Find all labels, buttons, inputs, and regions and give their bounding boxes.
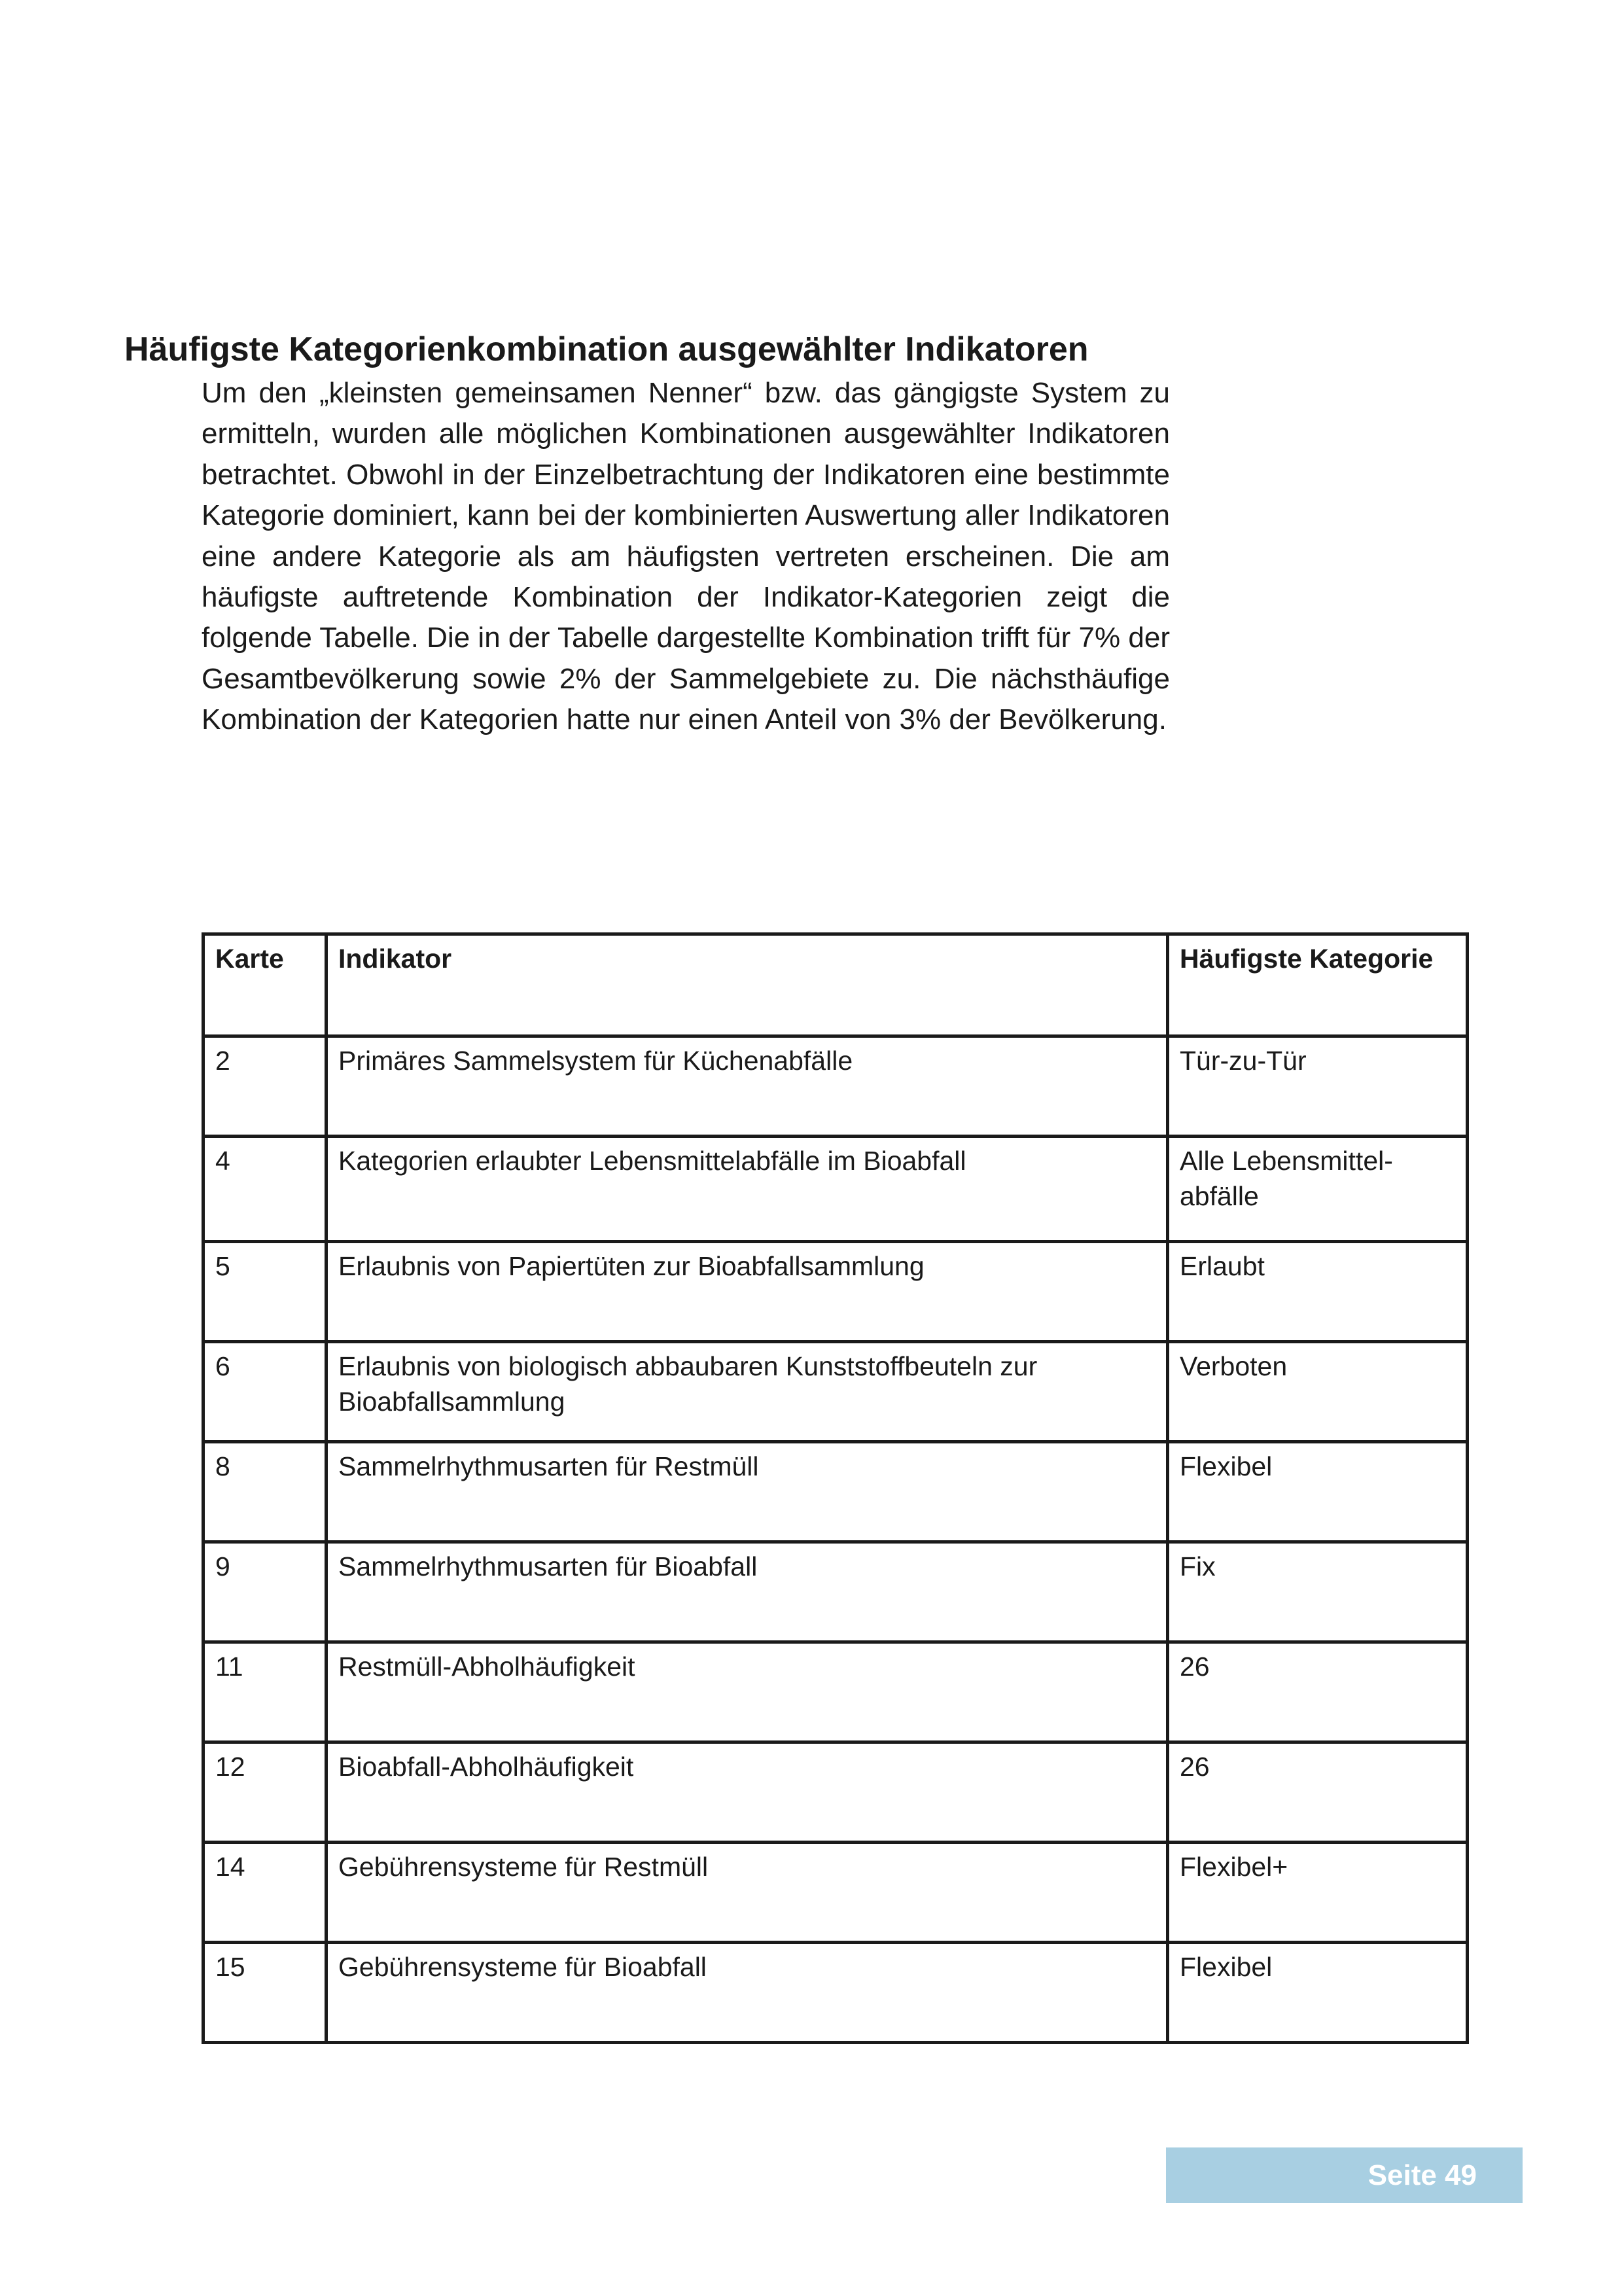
cell-kategorie: Verboten — [1168, 1342, 1468, 1442]
cell-kategorie: 26 — [1168, 1742, 1468, 1843]
cell-kategorie: Erlaubt — [1168, 1242, 1468, 1342]
cell-karte: 14 — [203, 1843, 327, 1943]
cell-indikator: Gebührensysteme für Restmüll — [327, 1843, 1168, 1943]
table-row — [203, 1342, 1468, 1442]
header-kategorie: Häufigste Kategorie — [1168, 934, 1468, 1036]
cell-kategorie: Alle Lebensmittel-abfälle — [1168, 1137, 1468, 1242]
page-number-badge: Seite 49 — [1166, 2147, 1523, 2203]
cell-karte: 12 — [203, 1742, 327, 1843]
cell-karte: 11 — [203, 1642, 327, 1742]
cell-karte: 8 — [203, 1442, 327, 1542]
table-row — [203, 1943, 1468, 2043]
table-row — [203, 1742, 1468, 1843]
section-heading: Häufigste Kategorienkombination ausgewählter Indikatoren — [124, 330, 1089, 368]
cell-indikator: Gebührensysteme für Bioabfall — [327, 1943, 1168, 2043]
header-indikator: Indikator — [327, 934, 1168, 1036]
cell-kategorie: Flexibel — [1168, 1442, 1468, 1542]
cell-indikator: Sammelrhythmusarten für Restmüll — [327, 1442, 1168, 1542]
header-karte: Karte — [203, 934, 327, 1036]
cell-karte: 2 — [203, 1036, 327, 1137]
indicator-table — [202, 932, 1469, 2044]
cell-indikator: Primäres Sammelsystem für Küchenabfälle — [327, 1036, 1168, 1137]
table-row — [203, 1036, 1468, 1137]
cell-indikator: Kategorien erlaubter Lebensmittelabfälle im Bioabfall — [327, 1137, 1168, 1242]
cell-karte: 9 — [203, 1542, 327, 1642]
cell-kategorie: Flexibel+ — [1168, 1843, 1468, 1943]
table-header-row — [203, 934, 1468, 1036]
table-row — [203, 1137, 1468, 1242]
intro-paragraph: Um den „kleinsten gemeinsamen Nenner“ bzw. das gängigste System zu ermitteln, wurden alle möglichen Kombinationen ausgewählter Indikatoren betrachtet. Obwohl in der Einzelbetrachtung der Indikatoren eine bestimmte Kategorie dominiert, kann bei der kombinierten Auswertung aller Indikatoren eine andere Kategorie als am häufigsten vertreten erscheinen. Die am häufigste auftretende Kombination der Indikator-Kategorien zeigt die folgende Tabelle. Die in der Tabelle dargestellte Kombination trifft für 7% der Gesamtbevölkerung sowie 2% der Sammelgebiete zu. Die nächsthäufige Kombination der Kategorien hatte nur einen Anteil von 3% der Bevölkerung. — [202, 377, 1170, 736]
cell-indikator: Restmüll-Abholhäufigkeit — [327, 1642, 1168, 1742]
cell-karte: 5 — [203, 1242, 327, 1342]
cell-karte: 4 — [203, 1137, 327, 1242]
cell-karte: 15 — [203, 1943, 327, 2043]
table-row — [203, 1242, 1468, 1342]
cell-indikator: Erlaubnis von Papiertüten zur Bioabfallsammlung — [327, 1242, 1168, 1342]
cell-kategorie: 26 — [1168, 1642, 1468, 1742]
cell-indikator: Erlaubnis von biologisch abbaubaren Kunststoffbeuteln zur Bioabfallsammlung — [327, 1342, 1168, 1442]
table-row — [203, 1843, 1468, 1943]
table-row — [203, 1542, 1468, 1642]
table-row — [203, 1642, 1468, 1742]
table-row — [203, 1442, 1468, 1542]
cell-indikator: Sammelrhythmusarten für Bioabfall — [327, 1542, 1168, 1642]
cell-kategorie: Fix — [1168, 1542, 1468, 1642]
cell-karte: 6 — [203, 1342, 327, 1442]
cell-indikator: Bioabfall-Abholhäufigkeit — [327, 1742, 1168, 1843]
cell-kategorie: Tür-zu-Tür — [1168, 1036, 1468, 1137]
cell-kategorie: Flexibel — [1168, 1943, 1468, 2043]
